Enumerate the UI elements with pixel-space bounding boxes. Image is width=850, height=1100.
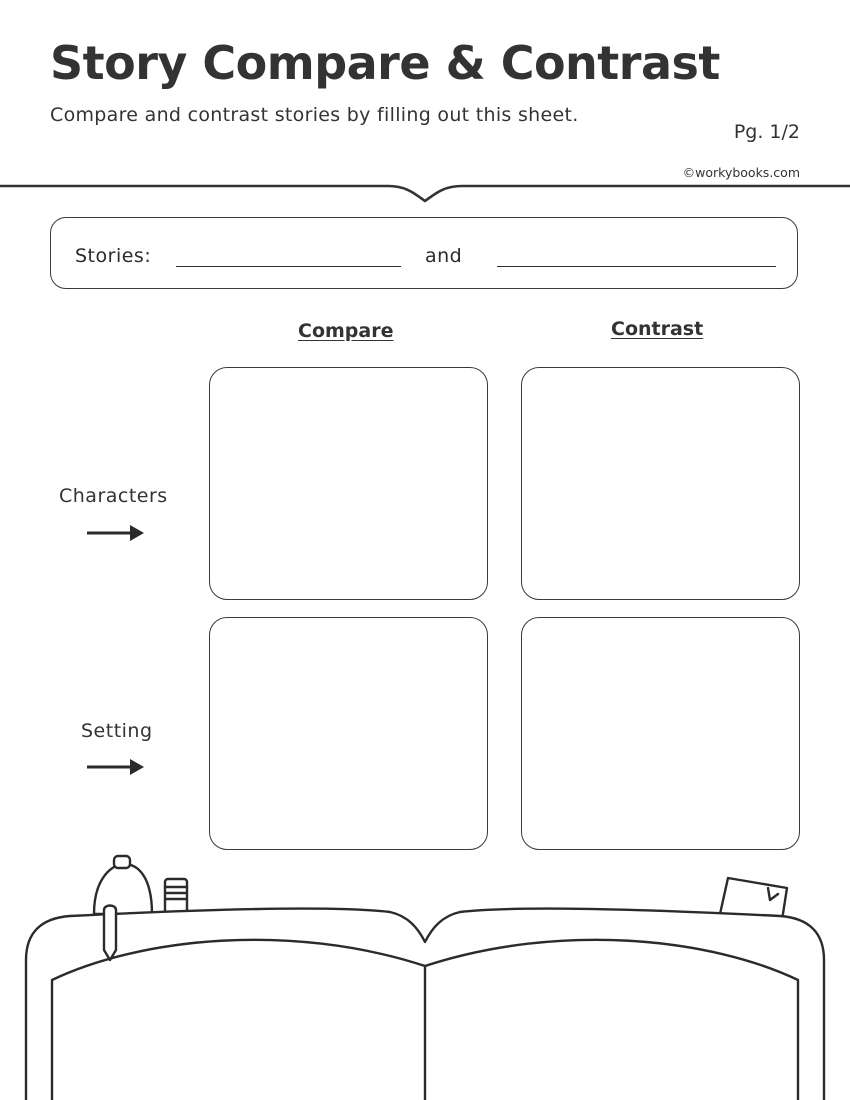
page-number: Pg. 1/2 xyxy=(733,121,800,143)
stories-label: Stories: xyxy=(75,245,152,267)
characters-compare-box[interactable] xyxy=(209,367,488,600)
story-1-field[interactable] xyxy=(176,266,401,267)
characters-contrast-box[interactable] xyxy=(521,367,800,600)
compare-heading: Compare xyxy=(298,320,394,342)
open-book-illustration xyxy=(0,850,850,1100)
arrow-right-icon xyxy=(86,756,146,778)
page-title: Story Compare & Contrast xyxy=(50,36,720,90)
page-subtitle: Compare and contrast stories by filling out this sheet. xyxy=(50,104,579,126)
header-divider xyxy=(0,175,850,205)
stories-and-label: and xyxy=(425,245,463,267)
arrow-right-icon xyxy=(86,522,146,544)
characters-label: Characters xyxy=(59,485,168,507)
setting-compare-box[interactable] xyxy=(209,617,488,850)
contrast-heading: Contrast xyxy=(611,318,704,340)
stories-box xyxy=(50,217,798,289)
setting-contrast-box[interactable] xyxy=(521,617,800,850)
story-2-field[interactable] xyxy=(497,266,776,267)
setting-label: Setting xyxy=(81,720,153,742)
copyright-notice: ©workybooks.com xyxy=(682,165,800,180)
